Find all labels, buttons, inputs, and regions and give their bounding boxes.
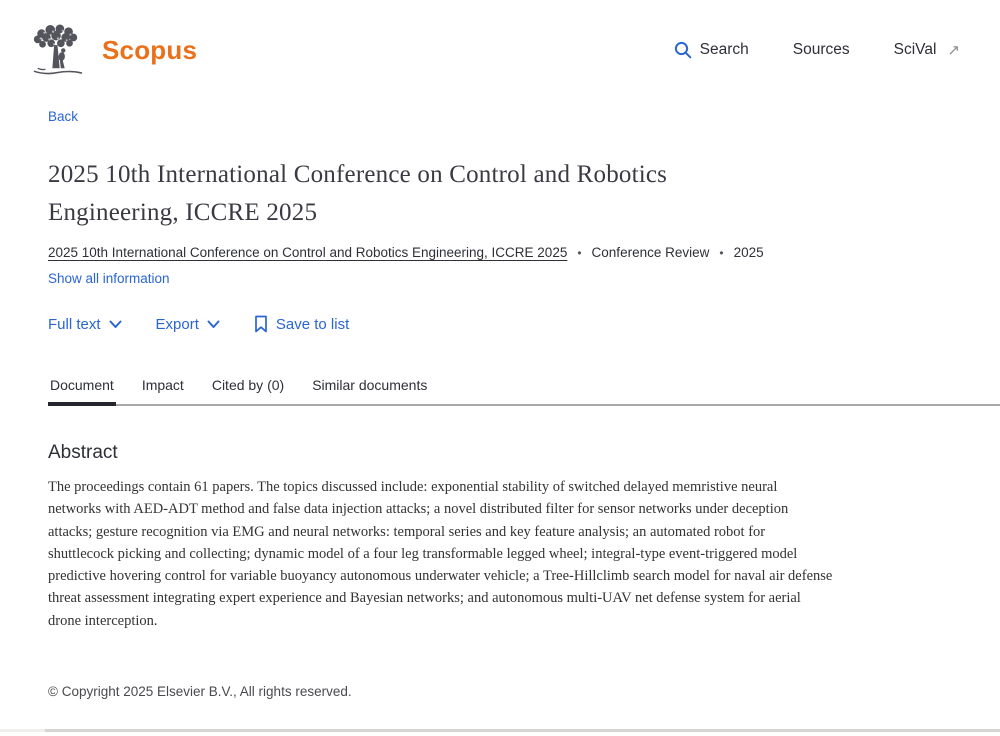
bookmark-icon xyxy=(254,315,268,333)
nav-sources-label: Sources xyxy=(792,41,850,58)
header xyxy=(0,0,1000,84)
horizontal-scrollbar-thumb[interactable] xyxy=(45,729,1000,732)
external-link-icon: ↗ xyxy=(947,42,960,59)
tab-impact[interactable]: Impact xyxy=(141,377,184,393)
tab-cited-by[interactable]: Cited by (0) xyxy=(211,377,285,393)
elsevier-tree-logo xyxy=(28,24,86,76)
nav-scival-label: SciVal xyxy=(893,41,937,58)
save-to-list-button[interactable] xyxy=(254,315,349,333)
tab-document[interactable]: Document xyxy=(48,377,116,406)
document-page xyxy=(0,84,1000,699)
back-link[interactable]: Back xyxy=(48,109,79,124)
nav-scival[interactable] xyxy=(894,41,960,59)
nav-sources[interactable] xyxy=(793,41,850,59)
save-to-list-label: Save to list xyxy=(275,315,350,333)
document-tabs xyxy=(48,377,1000,406)
source-title-link[interactable]: 2025 10th International Conference on Control and Robotics Engineering, ICCRE 2025 xyxy=(48,245,568,260)
abstract-text: The proceedings contain 61 papers. The topics discussed include: exponential stability of switched delayed memristive neural networks with AED-ADT method and false data injection attacks; a novel distributed filter for sensor networks under deception attacks; gesture recognition via EMG and neural networks: temporal series and key feature analysis; an automated robot for shuttlecock picking and collecting; dynamic model of a four leg transformable legged wheel; integral-type event-triggered model predictive hovering control for variable buoyancy autonomous underwater vehicle; a Tree-Hillclimb search model for naval air defense threat assessment integrating expert experience and Bayesian networks; and autonomous multi-UAV net defense system for aerial drone interception. xyxy=(48,479,833,629)
abstract-heading: Abstract xyxy=(48,442,118,463)
meta-separator: • xyxy=(719,245,724,260)
document-meta xyxy=(48,245,1000,260)
show-all-information-link[interactable]: Show all information xyxy=(48,271,170,286)
page-title: 2025 10th International Conference on Control and Robotics Engineering, ICCRE 2025 xyxy=(48,161,668,226)
search-icon xyxy=(674,41,692,59)
document-year: 2025 xyxy=(733,245,764,260)
header-nav xyxy=(674,41,960,59)
document-type: Conference Review xyxy=(591,245,710,260)
export-label: Export xyxy=(155,315,199,333)
actions-toolbar xyxy=(48,315,1000,333)
copyright-notice: © Copyright 2025 Elsevier B.V., All rights reserved. xyxy=(48,684,352,700)
chevron-down-icon xyxy=(109,320,122,329)
nav-search[interactable] xyxy=(674,41,749,59)
export-dropdown[interactable] xyxy=(156,316,220,333)
scopus-brand[interactable]: Scopus xyxy=(102,34,198,65)
nav-search-label: Search xyxy=(699,41,749,58)
full-text-label: Full text xyxy=(48,315,101,333)
full-text-dropdown[interactable] xyxy=(48,316,122,333)
tab-similar-documents[interactable]: Similar documents xyxy=(312,377,428,393)
chevron-down-icon xyxy=(207,320,220,329)
meta-separator: • xyxy=(577,245,582,260)
